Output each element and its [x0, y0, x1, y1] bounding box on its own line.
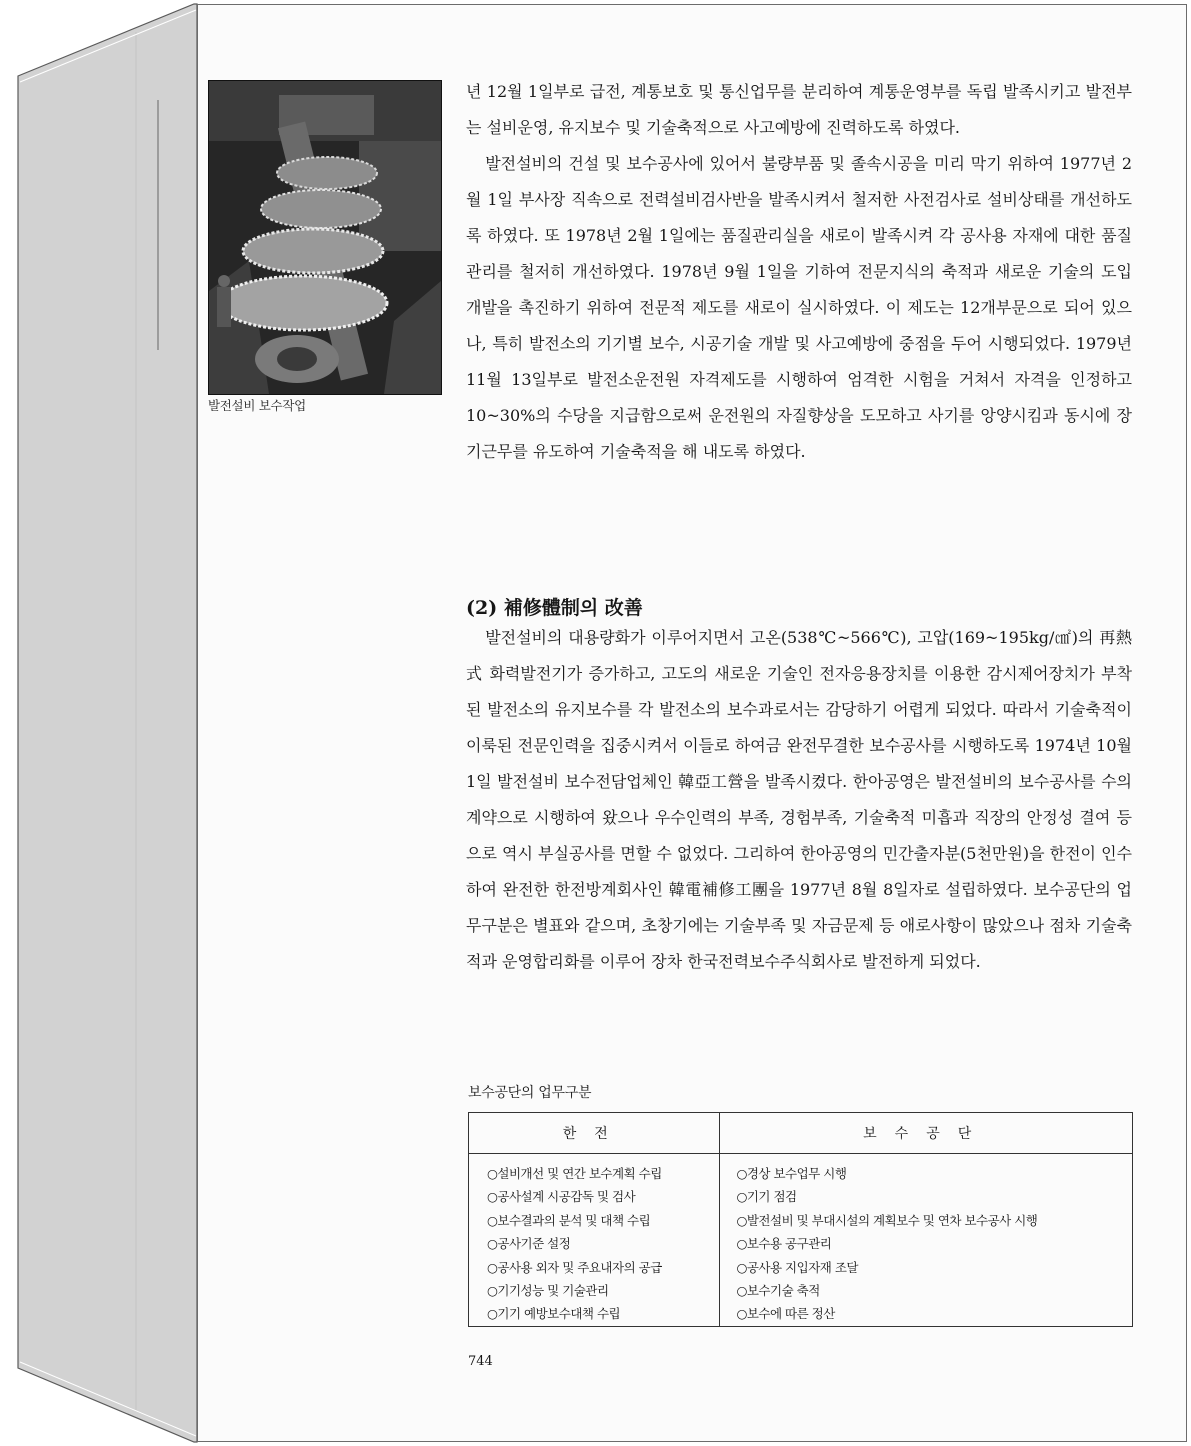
paragraph: 발전설비의 건설 및 보수공사에 있어서 불량부품 및 졸속시공을 미리 막기 위하여 1977년 2월 1일 부사장 직속으로 전력설비검사반을 발족시켜서 철저한 사전검사로 설비상태를 개선하도록 하였다. 또 1978년 2월 1일에는 품질관리실을 새로이 발족시켜 각 공사용 자재에 대한 품질관리를 철저히 개선하였다. 1978년 9월 1일을 기하여 전문지식의 축적과 새로운 기술의 도입 개발을 촉진하기 위하여 전문적 제도를 새로이 실시하였다. 이 제도는 12개부문으로 되어 있으나, 특히 발전소의 기기별 보수, 시공기술 개발 및 사고예방에 중점을 두어 시행되었다. 1979년 11월 13일부로 발전소운전원 자격제도를 시행하여 엄격한 시험을 거쳐서 자격을 인정하고 10~30%의 수당을 지급함으로써 운전원의 자질향상을 도모하고 사기를 앙양시킴과 동시에 장기근무를 유도하여 기술축적을 해 내도록 하였다. [466, 154, 1132, 461]
list-item: ○공사용 지입자재 조달 [736, 1259, 858, 1275]
list-item: ○기기성능 및 기술관리 [487, 1282, 609, 1298]
table-header-row [469, 1113, 1133, 1154]
list-item: ○공사설계 시공감독 및 검사 [487, 1189, 636, 1205]
list-item: ○경상 보수업무 시행 [736, 1166, 847, 1181]
list-item: ○기기 예방보수대책 수립 [487, 1306, 621, 1322]
maintenance-corp-duties-list [736, 1162, 1132, 1326]
list-item: ○보수에 따른 정산 [736, 1306, 835, 1322]
list-item: ○발전설비 및 부대시설의 계획보수 및 연차 보수공사 시행 [736, 1212, 1038, 1228]
turbine-maintenance-photo [208, 80, 442, 395]
list-item: ○기기 점검 [736, 1189, 797, 1205]
body-text-section [466, 620, 1132, 980]
kepco-duties-list [487, 1162, 719, 1326]
paragraph: 발전설비의 대용량화가 이루어지면서 고온(538℃~566℃), 고압(169~195kg/㎠)의 再熱式 화력발전기가 증가하고, 고도의 새로운 기술인 전자응용장치를 이용한 감시제어장치가 부착된 발전소의 유지보수를 각 발전소의 보수과로서는 감당하기 어렵게 되었다. 따라서 기술축적이 이룩된 전문인력을 집중시켜서 이들로 하여금 완전무결한 보수공사를 시행하도록 1974년 10월 1일 발전설비 보수전담업체인 韓亞工營을 발족시켰다. 한아공영은 발전설비의 보수공사를 수의계약으로 시행하여 왔으나 우수인력의 부족, 경험부족, 기술축적 미흡과 직장의 안정성 결여 등으로 역시 부실공사를 면할 수 없었다. 그리하여 한아공영의 민간출자분(5천만원)을 한전이 인수하여 완전한 한전방계회사인 韓電補修工團을 1977년 8월 8일자로 설립하였다. 보수공단의 업무구분은 별표와 같으며, 초창기에는 기술부족 및 자금문제 등 애로사항이 많았으나 점차 기술축적과 운영합리화를 이루어 장차 한국전력보수주식회사로 발전하게 되었다. [466, 628, 1132, 971]
work-division-table [468, 1112, 1133, 1327]
photo-caption: 발전설비 보수작업 [208, 398, 306, 413]
list-item: ○설비개선 및 연간 보수계획 수립 [487, 1166, 662, 1181]
section-heading: (2) 補修體制의 改善 [466, 597, 643, 619]
table-title: 보수공단의 업무구분 [468, 1085, 592, 1101]
page-number: 744 [468, 1354, 493, 1369]
list-item: ○공사용 외자 및 주요내자의 공급 [487, 1259, 662, 1275]
list-item: ○보수용 공구관리 [736, 1236, 832, 1252]
table-row [469, 1154, 1133, 1327]
turbine-rotor-illustration [209, 81, 441, 394]
body-text-top [466, 74, 1132, 470]
maintenance-corp-duties-cell [720, 1154, 1133, 1327]
kepco-duties-cell [469, 1154, 720, 1327]
list-item: ○공사기준 설정 [487, 1236, 571, 1252]
column-header-maintenance-corp: 보수공단 [720, 1113, 1133, 1154]
list-item: ○보수기술 축적 [736, 1282, 820, 1298]
column-header-kepco: 한전 [469, 1113, 720, 1154]
list-item: ○보수결과의 분석 및 대책 수립 [487, 1212, 651, 1228]
paragraph: 년 12월 1일부로 급전, 계통보호 및 통신업무를 분리하여 계통운영부를 독립 발족시키고 발전부는 설비운영, 유지보수 및 기술축적으로 사고예방에 진력하도록 하였다. [466, 82, 1132, 137]
